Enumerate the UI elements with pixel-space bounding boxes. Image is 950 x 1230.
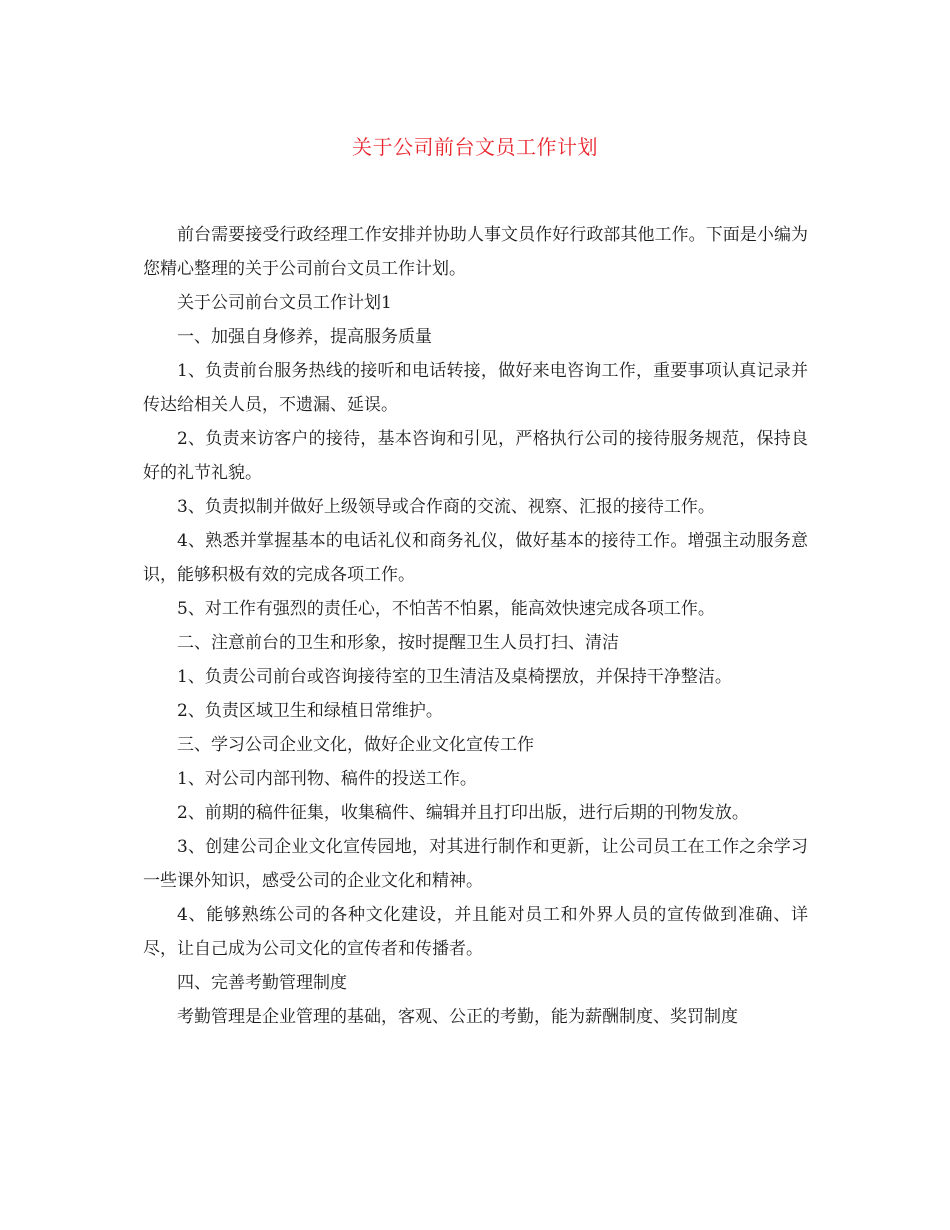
document-title: 关于公司前台文员工作计划 <box>352 135 598 159</box>
document-body <box>143 218 808 1034</box>
paragraph-intro: 前台需要接受行政经理工作安排并协助人事文员作好行政部其他工作。下面是小编为您精心整理的关于公司前台文员工作计划。 <box>143 225 808 279</box>
list-item: 4、能够熟练公司的各种文化建设，并且能对员工和外界人员的宣传做到准确、详尽，让自己成为公司文化的宣传者和传播者。 <box>143 905 808 959</box>
section-heading-3: 三、学习公司企业文化，做好企业文化宣传工作 <box>177 735 534 755</box>
list-item: 2、负责区域卫生和绿植日常维护。 <box>177 701 443 721</box>
list-item: 1、对公司内部刊物、稿件的投送工作。 <box>177 769 477 789</box>
list-item: 5、对工作有强烈的责任心，不怕苦不怕累，能高效快速完成各项工作。 <box>177 599 715 619</box>
list-item: 3、负责拟制并做好上级领导或合作商的交流、视察、汇报的接待工作。 <box>177 497 715 517</box>
list-item: 2、负责来访客户的接待，基本咨询和引见，严格执行公司的接待服务规范，保持良好的礼节礼貌。 <box>143 429 808 483</box>
paragraph-plan-heading: 关于公司前台文员工作计划1 <box>177 293 392 313</box>
list-item: 4、熟悉并掌握基本的电话礼仪和商务礼仪，做好基本的接待工作。增强主动服务意识，能够积极有效的完成各项工作。 <box>143 531 808 585</box>
section-heading-4: 四、完善考勤管理制度 <box>177 973 347 993</box>
section-heading-1: 一、加强自身修养，提高服务质量 <box>177 327 432 347</box>
list-item: 2、前期的稿件征集，收集稿件、编辑并且打印出版，进行后期的刊物发放。 <box>177 803 749 823</box>
section-heading-2: 二、注意前台的卫生和形象，按时提醒卫生人员打扫、清洁 <box>177 633 619 653</box>
list-item: 1、负责公司前台或咨询接待室的卫生清洁及桌椅摆放，并保持干净整洁。 <box>177 667 732 687</box>
list-item: 1、负责前台服务热线的接听和电话转接，做好来电咨询工作，重要事项认真记录并传达给相关人员，不遗漏、延误。 <box>143 361 808 415</box>
paragraph-attendance: 考勤管理是企业管理的基础，客观、公正的考勤，能为薪酬制度、奖罚制度 <box>177 1007 738 1027</box>
list-item: 3、创建公司企业文化宣传园地，对其进行制作和更新，让公司员工在工作之余学习一些课外知识，感受公司的企业文化和精神。 <box>143 837 808 891</box>
